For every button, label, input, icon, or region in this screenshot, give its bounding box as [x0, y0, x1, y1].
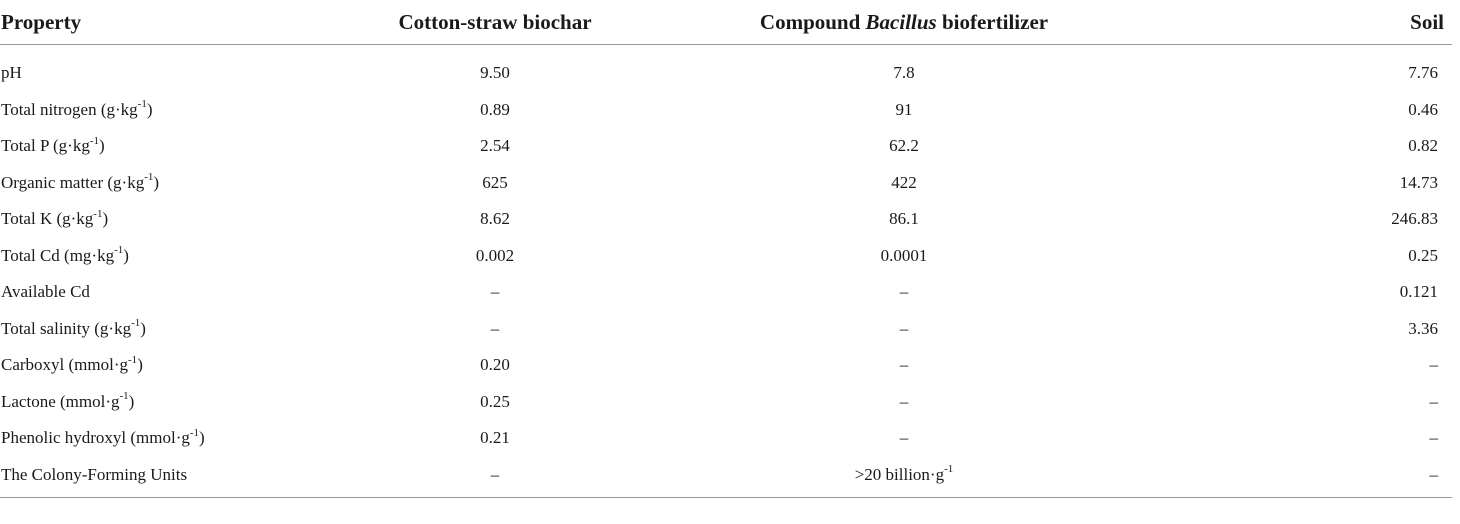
property-name: Total K (g·kg — [1, 209, 94, 229]
biofert-value: – — [899, 391, 909, 411]
property-unit-sup: -1 — [89, 134, 100, 147]
property-unit-tail: ) — [123, 245, 129, 265]
cell-biochar: 0.25 — [480, 391, 510, 411]
header-biofertilizer — [660, 0, 1148, 45]
property-unit-sup: -1 — [131, 317, 141, 330]
cell-property — [0, 201, 330, 238]
biofert-value: 422 — [891, 172, 917, 192]
table-row — [0, 347, 1452, 384]
header-biofert-prefix: Compound — [759, 9, 866, 34]
cell-biochar: 9.50 — [480, 63, 510, 83]
header-biofert-suffix: biofertilizer — [936, 9, 1049, 34]
property-unit-sup: -1 — [119, 390, 129, 403]
cell-property — [0, 92, 330, 129]
cell-property — [0, 457, 330, 498]
cell-biofertilizer — [660, 201, 1148, 238]
property-unit-sup: -1 — [137, 98, 147, 111]
property-name: The Colony-Forming Units — [1, 464, 188, 484]
property-unit-tail: ) — [153, 172, 160, 192]
header-property: Property — [0, 0, 330, 45]
biofert-value: 62.2 — [889, 136, 919, 156]
cell-biofertilizer — [660, 311, 1148, 348]
cell-soil: 0.121 — [1399, 282, 1438, 302]
cell-biochar: 625 — [482, 172, 508, 192]
cell-soil: 3.36 — [1408, 318, 1438, 338]
cell-biofertilizer — [660, 274, 1148, 311]
cell-biofertilizer — [660, 238, 1148, 275]
table-row — [0, 274, 1452, 311]
table-row — [0, 201, 1452, 238]
property-unit-sup: -1 — [144, 171, 154, 184]
cell-soil: 0.46 — [1408, 99, 1438, 119]
cell-biochar: 0.002 — [475, 245, 515, 265]
cell-biofertilizer — [660, 165, 1148, 202]
biofert-value: – — [899, 355, 909, 375]
biofert-value: 86.1 — [889, 209, 919, 229]
biofert-value: – — [899, 282, 909, 302]
biofert-value: 7.8 — [893, 63, 915, 83]
property-unit-tail: ) — [102, 209, 109, 229]
table-row — [0, 165, 1452, 202]
property-name: Organic matter (g·kg — [1, 172, 145, 192]
cell-biofertilizer — [660, 45, 1148, 92]
property-name: Total P (g·kg — [1, 136, 90, 156]
table-row — [0, 457, 1452, 498]
property-unit-sup: -1 — [128, 353, 138, 366]
property-name: Lactone (mmol·g — [1, 391, 120, 411]
cell-biochar: 0.20 — [480, 355, 510, 375]
cell-biofertilizer — [660, 457, 1148, 498]
cell-property — [0, 347, 330, 384]
cell-property — [0, 311, 330, 348]
table-row — [0, 420, 1452, 457]
cell-biochar: 8.62 — [480, 209, 510, 229]
cell-soil: 0.82 — [1408, 136, 1438, 156]
cell-property — [0, 165, 330, 202]
header-soil: Soil — [1148, 0, 1452, 45]
header-row — [0, 0, 1452, 45]
cell-property — [0, 128, 330, 165]
biofert-value: 0.0001 — [880, 245, 928, 265]
cell-biofertilizer — [660, 128, 1148, 165]
cell-soil: – — [1429, 428, 1438, 448]
cell-property — [0, 384, 330, 421]
table-row — [0, 128, 1452, 165]
cell-biofertilizer — [660, 347, 1148, 384]
cell-soil: 14.73 — [1399, 172, 1438, 192]
cell-soil: 246.83 — [1391, 209, 1438, 229]
property-unit-tail: ) — [140, 318, 146, 338]
biofert-value: – — [899, 318, 909, 338]
cell-soil: – — [1148, 457, 1452, 498]
cell-biofertilizer — [660, 420, 1148, 457]
property-unit-sup: -1 — [93, 207, 103, 220]
property-name: Total nitrogen (g·kg — [1, 99, 138, 119]
cell-property — [0, 238, 330, 275]
cell-property — [0, 274, 330, 311]
cell-property — [0, 45, 330, 92]
cell-soil: 7.76 — [1408, 63, 1438, 83]
cell-biochar: 2.54 — [480, 136, 510, 156]
property-unit-tail: ) — [146, 99, 153, 119]
cell-biofertilizer — [660, 92, 1148, 129]
cell-biochar: 0.89 — [480, 99, 510, 119]
table-row — [0, 238, 1452, 275]
cell-property — [0, 420, 330, 457]
table-row — [0, 384, 1452, 421]
header-biofert-italic: Bacillus — [865, 9, 937, 34]
cell-biochar: 0.21 — [480, 428, 510, 448]
property-unit-tail: ) — [99, 136, 105, 156]
property-unit-tail: ) — [128, 391, 135, 411]
property-name: Carboxyl (mmol·g — [1, 355, 129, 375]
cell-biochar: – — [490, 318, 500, 338]
table-row — [0, 92, 1452, 129]
table-row — [0, 311, 1452, 348]
property-unit-sup: -1 — [114, 244, 124, 257]
property-name: Total Cd (mg·kg — [1, 245, 115, 265]
cell-soil: 0.25 — [1408, 245, 1438, 265]
property-name: pH — [1, 63, 22, 83]
property-name: Phenolic hydroxyl (mmol·g — [1, 428, 190, 448]
property-unit-tail: ) — [199, 428, 205, 448]
property-unit-tail: ) — [137, 355, 143, 375]
cell-soil: – — [1429, 355, 1438, 375]
cell-biochar: – — [490, 282, 500, 302]
biofert-value-sup: -1 — [944, 463, 954, 476]
cell-biofertilizer — [660, 384, 1148, 421]
header-biochar: Cotton-straw biochar — [330, 0, 660, 45]
cell-biochar: – — [330, 457, 660, 498]
biofert-value: >20 billion·g — [854, 464, 945, 484]
table-row — [0, 45, 1452, 92]
property-unit-sup: -1 — [189, 426, 200, 439]
biofert-value: – — [899, 428, 909, 448]
property-name: Available Cd — [1, 282, 90, 302]
property-name: Total salinity (g·kg — [1, 318, 132, 338]
biofert-value: 91 — [895, 99, 913, 119]
cell-soil: – — [1429, 391, 1438, 411]
